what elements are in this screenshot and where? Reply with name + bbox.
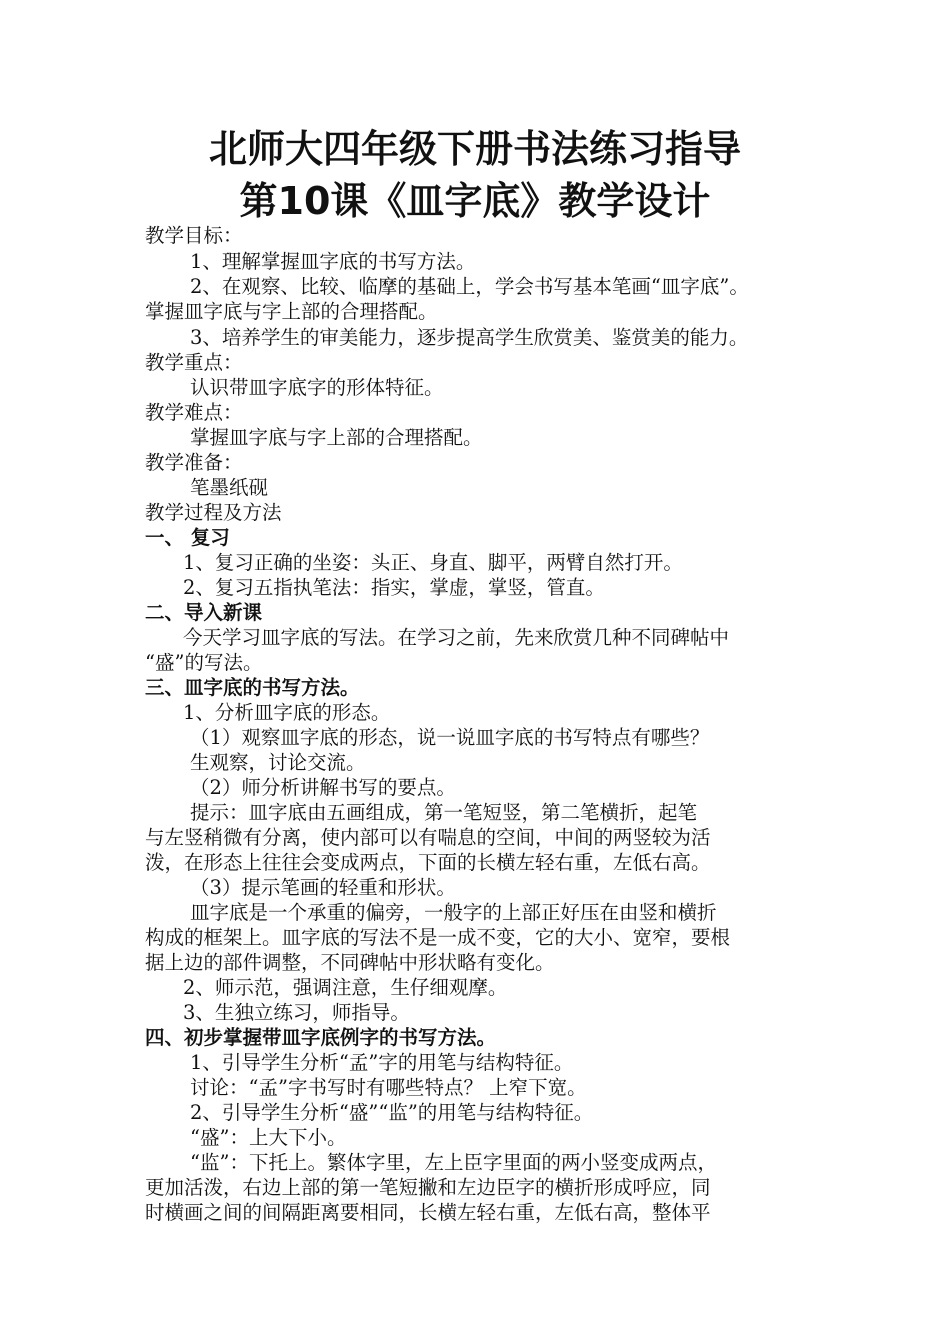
text-line: （2）师分析讲解书写的要点。 [190, 776, 456, 799]
text-line: 今天学习皿字底的写法。在学习之前，先来欣赏几种不同碑帖中 [183, 626, 730, 649]
text-line: 更加活泼，右边上部的第一笔短撇和左边臣字的横折形成呼应，同 [145, 1176, 711, 1199]
text-line: 笔墨纸砚 [190, 476, 269, 499]
section-heading-difficulties: 教学难点： [145, 401, 243, 424]
text-line: 掌握皿字底与字上部的合理搭配。 [190, 426, 483, 449]
text-line: 讨论：“孟”字书写时有哪些特点？ 上窄下宽。 [190, 1076, 587, 1099]
part-heading-method: 三、皿字底的书写方法。 [145, 676, 360, 699]
text-line: 1、复习正确的坐姿：头正、身直、脚平，两臂自然打开。 [183, 551, 683, 574]
text-line: 认识带皿字底字的形体特征。 [190, 376, 444, 399]
document-subtitle: 第10课《皿字底》教学设计 [239, 179, 711, 223]
text-line: 3、培养学生的审美能力，逐步提高学生欣赏美、鉴赏美的能力。 [190, 326, 749, 349]
text-line: 1、引导学生分析“孟”字的用笔与结构特征。 [190, 1051, 574, 1074]
document-title: 北师大四年级下册书法练习指导 [208, 127, 741, 171]
text-line: “盛”：上大下小。 [190, 1126, 347, 1149]
text-line: 2、引导学生分析“盛”“监”的用笔与结构特征。 [190, 1101, 594, 1124]
text-line: 2、在观察、比较、临摩的基础上，学会书写基本笔画“皿字底”。 [190, 275, 749, 298]
text-line: 3、生独立练习，师指导。 [183, 1001, 410, 1024]
text-line: 泼，在形态上往往会变成两点，下面的长横左轻右重，左低右高。 [145, 851, 711, 874]
text-line: 据上边的部件调整，不同碑帖中形状略有变化。 [145, 951, 555, 974]
text-line: 时横画之间的间隔距离要相同，长横左轻右重，左低右高，整体平 [145, 1201, 711, 1224]
text-line: 2、师示范，强调注意，生仔细观摩。 [183, 976, 508, 999]
text-line: “盛”的写法。 [145, 651, 263, 674]
text-line: “监”：下托上。繁体字里，左上臣字里面的两小竖变成两点， [190, 1151, 717, 1174]
text-line: 与左竖稍微有分离，使内部可以有喘息的空间，中间的两竖较为活 [145, 826, 711, 849]
part-heading-examples: 四、初步掌握带皿字底例字的书写方法。 [145, 1026, 497, 1049]
section-heading-key-points: 教学重点： [145, 351, 243, 374]
text-line: 掌握皿字底与字上部的合理搭配。 [145, 300, 438, 323]
text-line: （3）提示笔画的轻重和形状。 [190, 876, 456, 899]
text-line: 皿字底是一个承重的偏旁，一般字的上部正好压在由竖和横折 [190, 901, 717, 924]
text-line: 1、分析皿字底的形态。 [183, 701, 391, 724]
section-heading-process: 教学过程及方法 [145, 501, 282, 524]
text-line: 生观察，讨论交流。 [190, 751, 366, 774]
text-line: 1、理解掌握皿字底的书写方法。 [190, 250, 476, 273]
text-line: （1）观察皿字底的形态，说一说皿字底的书写特点有哪些？ [190, 726, 710, 749]
text-line: 构成的框架上。皿字底的写法不是一成不变，它的大小、宽窄，要根 [145, 926, 731, 949]
part-heading-intro: 二、导入新课 [145, 601, 263, 624]
part-heading-review: 一、 复习 [145, 526, 230, 549]
section-heading-objectives: 教学目标： [145, 224, 243, 247]
text-line: 提示：皿字底由五画组成，第一笔短竖，第二笔横折，起笔 [190, 801, 698, 824]
section-heading-preparation: 教学准备： [145, 451, 243, 474]
text-line: 2、复习五指执笔法：指实，掌虚，掌竖，管直。 [183, 576, 605, 599]
